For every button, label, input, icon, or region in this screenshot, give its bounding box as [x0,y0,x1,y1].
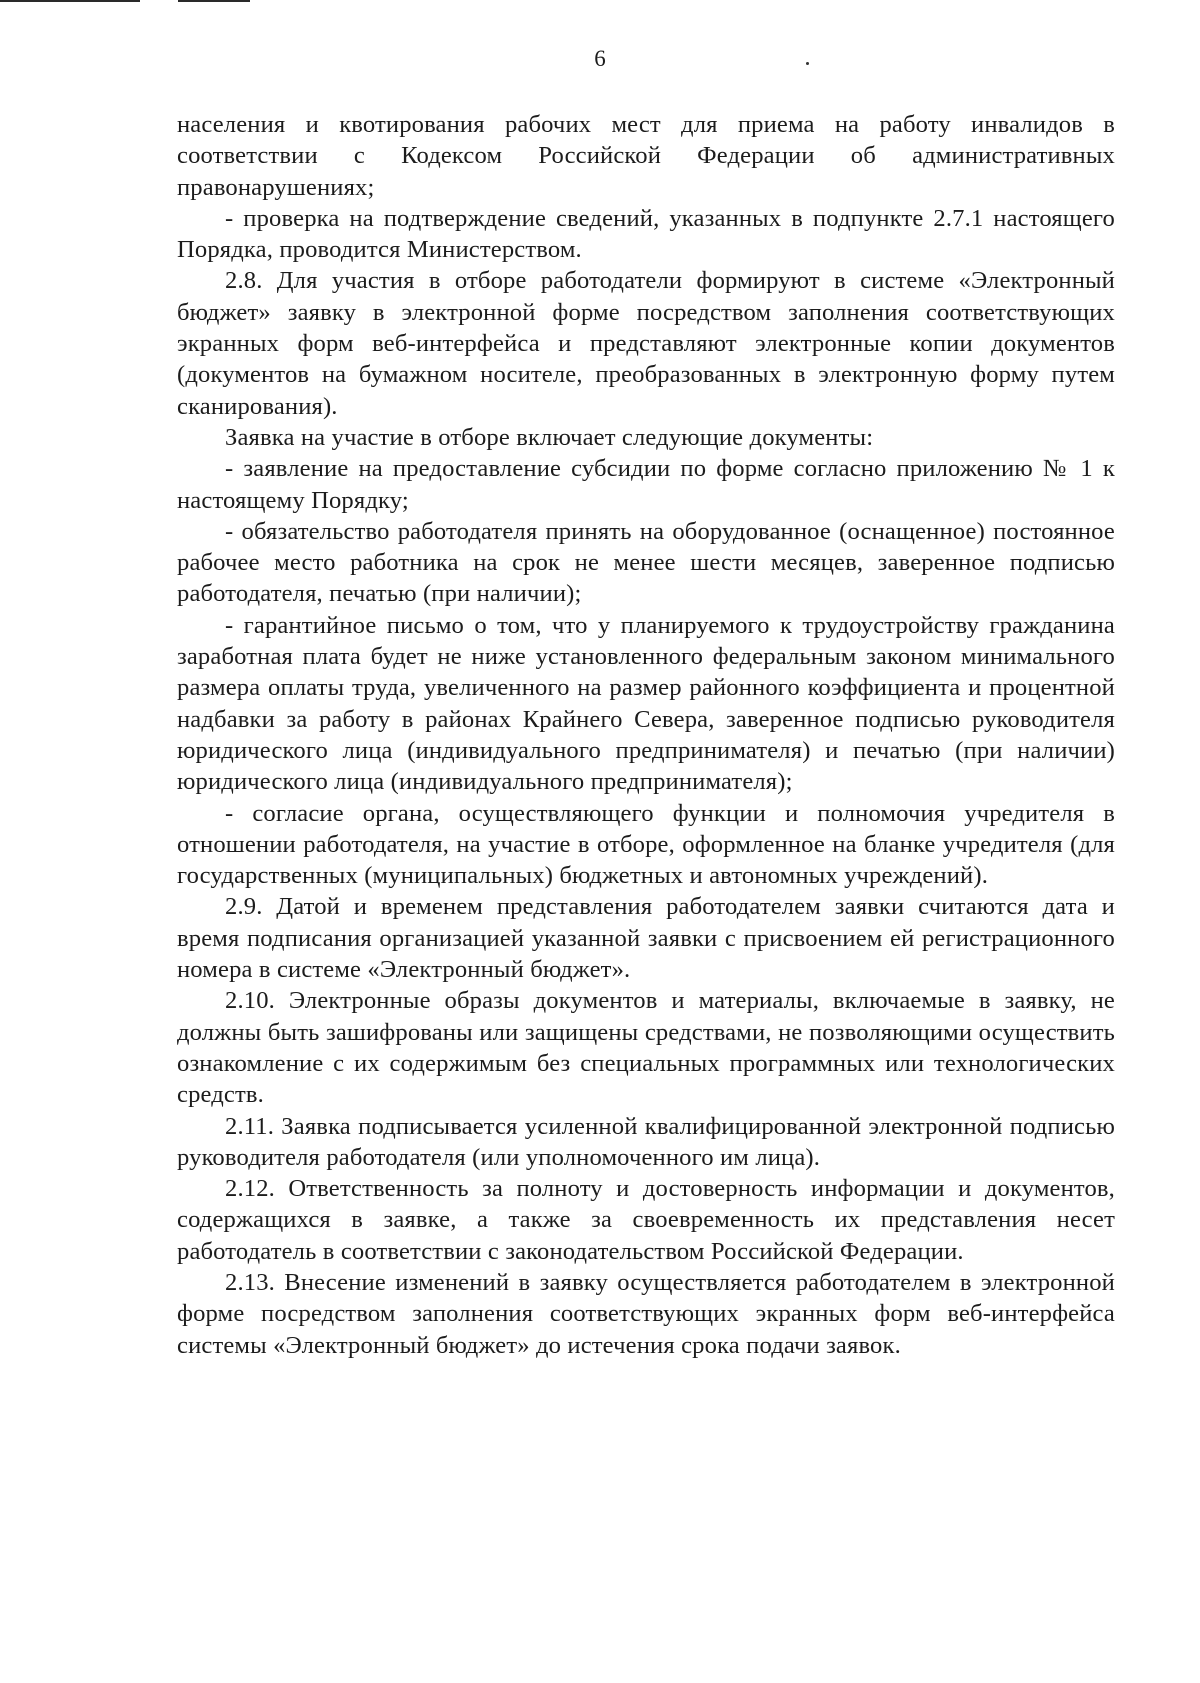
page-number: 6 [594,46,606,71]
document-body [177,109,1115,1361]
list-item-verification: - проверка на подтверждение сведений, указанных в подпункте 2.7.1 настоящего Порядка, проводится Министерством. [177,204,1115,264]
list-item-founder-consent: - согласие органа, осуществляющего функции и полномочия учредителя в отношении работодателя, на участие в отборе, оформленное на бланке учредителя (для государственных (муниципальных) бюджетных и автономных учреждений). [177,799,1115,890]
scan-edge-mark [178,0,250,2]
scan-edge-mark [0,0,140,2]
paragraph-continuation: населения и квотирования рабочих мест для приема на работу инвалидов в соответствии с Кодексом Российской Федерации об административных правонарушениях; [177,111,1115,201]
clause-2-8: 2.8. Для участия в отборе работодатели формируют в системе «Электронный бюджет» заявку в электронной форме посредством заполнения соответствующих экранных форм веб-интерфейса и представляют электронные копии документов (документов на бумажном носителе, преобразованных в электронную форму путем сканирования). [177,267,1115,420]
clause-2-9: 2.9. Датой и временем представления работодателем заявки считаются дата и время подписания организацией указанной заявки с присвоением ей регистрационного номера в системе «Электронный бюджет». [177,893,1115,984]
clause-2-13: 2.13. Внесение изменений в заявку осуществляется работодателем в электронной форме посредством заполнения соответствующих экранных форм веб-интерфейса системы «Электронный бюджет» до истечения срока подачи заявок. [177,1268,1115,1359]
list-item-application: - заявление на предоставление субсидии по форме согласно приложению № 1 к настоящему Порядку; [177,455,1115,514]
clause-2-11: 2.11. Заявка подписывается усиленной квалифицированной электронной подписью руководителя работодателя (или уполномоченного им лица). [177,1112,1115,1171]
list-item-employer-obligation: - обязательство работодателя принять на оборудованное (оснащенное) постоянное рабочее место работника на срок не менее шести месяцев, заверенное подписью работодателя, печатью (при наличии); [177,517,1115,608]
clause-2-10: 2.10. Электронные образы документов и материалы, включаемые в заявку, не должны быть зашифрованы или защищены средствами, не позволяющими осуществить ознакомление с их содержимым без специальных программных или технологических средств. [177,987,1115,1109]
list-item-guarantee-letter: - гарантийное письмо о том, что у планируемого к трудоустройству гражданина заработная плата будет не ниже установленного федеральным законом минимального размера оплаты труда, увеличенного на размер районного коэффициента и процентной надбавки за работу в районах Крайнего Севера, заверенное подписью руководителя юридического лица (индивидуального предпринимателя) и печатью (при наличии) юридического лица (индивидуального предпринимателя); [177,611,1115,796]
clause-2-12: 2.12. Ответственность за полноту и достоверность информации и документов, содержащихся в заявке, а также за своевременность их представления несет работодатель в соответствии с законодательством Российской Федерации. [177,1175,1115,1265]
paragraph-documents-list-intro: Заявка на участие в отборе включает следующие документы: [225,423,874,451]
